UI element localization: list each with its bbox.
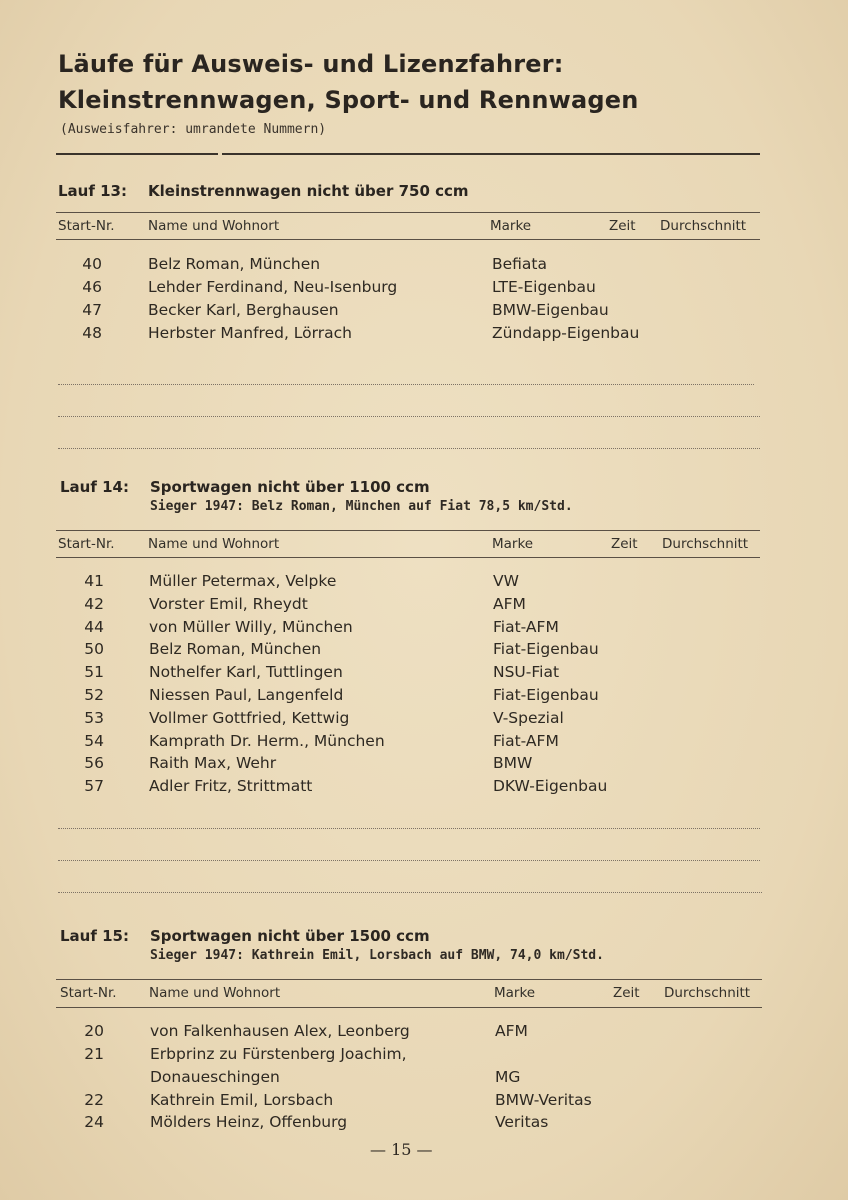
entry-start: 46 [82,278,102,296]
entry-brand: V-Spezial [493,709,564,727]
entry-row [0,278,848,301]
entry-brand: BMW-Eigenbau [492,301,609,319]
col-brand: Marke [490,218,532,234]
col-start: Start-Nr. [58,218,115,234]
entry-start: 42 [84,595,104,613]
entry-row [0,572,848,595]
blank-entry-line [58,384,754,385]
col-name: Name und Wohnort [149,985,281,1001]
page-number: — 15 — [370,1140,433,1159]
entry-brand: BMW-Veritas [495,1091,592,1109]
entry-brand: Zündapp-Eigenbau [492,324,640,342]
blank-entry-line [58,860,760,861]
entry-brand: Fiat-Eigenbau [493,640,599,658]
blank-entry-line [58,448,760,449]
header-bottom-rule [56,1007,762,1008]
entry-name: Becker Karl, Berghausen [148,301,339,319]
entry-brand: Fiat-Eigenbau [493,686,599,704]
entry-name: Vorster Emil, Rheydt [149,595,308,613]
entry-brand: NSU-Fiat [493,663,560,681]
entry-start: 48 [82,324,102,342]
entry-start: 41 [84,572,104,590]
entry-name: von Falkenhausen Alex, Leonberg [150,1022,410,1040]
title-rule-right [222,153,760,155]
entry-brand: DKW-Eigenbau [493,777,608,795]
col-name: Name und Wohnort [148,536,280,552]
col-average: Durchschnitt [664,985,751,1001]
entry-name: Adler Fritz, Strittmatt [149,777,313,795]
previous-winner: Sieger 1947: Kathrein Emil, Lorsbach auf BMW, 74,0 km/Std. [150,948,604,963]
entry-start: 52 [84,686,104,704]
entry-row [0,255,848,278]
entry-row [0,1045,848,1068]
entry-start: 24 [84,1113,104,1131]
blank-entry-line [58,416,760,417]
entry-row [0,640,848,663]
entry-name: Raith Max, Wehr [149,754,277,772]
entry-row [0,1022,848,1045]
entry-row [0,686,848,709]
entry-start: 47 [82,301,102,319]
entry-brand: Veritas [495,1113,549,1131]
col-name: Name und Wohnort [148,218,280,234]
entry-start: 22 [84,1091,104,1109]
entry-name: Erbprinz zu Fürstenberg Joachim, [150,1045,407,1063]
race-title: Sportwagen nicht über 1100 ccm [150,478,430,496]
race-number: Lauf 14: [60,478,129,496]
header-bottom-rule [56,239,760,240]
col-time: Zeit [609,218,636,234]
entry-row [0,618,848,641]
entry-row [0,777,848,800]
entry-name: Belz Roman, München [149,640,322,658]
entry-start: 51 [84,663,104,681]
entry-row [0,595,848,618]
col-average: Durchschnitt [662,536,749,552]
entry-start: 40 [82,255,102,273]
col-start: Start-Nr. [60,985,117,1001]
blank-entry-line [58,828,760,829]
entry-row [0,1091,848,1114]
entry-row [0,663,848,686]
entry-brand: Fiat-AFM [493,618,559,636]
entry-name: Donaueschingen [150,1068,280,1086]
entry-name: Niessen Paul, Langenfeld [149,686,344,704]
entry-brand: AFM [493,595,526,613]
race-number: Lauf 13: [58,182,127,200]
entry-name: Lehder Ferdinand, Neu-Isenburg [148,278,398,296]
entry-start: 44 [84,618,104,636]
entry-row [0,732,848,755]
entry-start: 56 [84,754,104,772]
col-time: Zeit [613,985,640,1001]
entry-brand: LTE-Eigenbau [492,278,596,296]
header-top-rule [56,979,762,980]
entry-brand: AFM [495,1022,528,1040]
entry-name: Müller Petermax, Velpke [149,572,337,590]
entry-name: Vollmer Gottfried, Kettwig [149,709,350,727]
col-average: Durchschnitt [660,218,747,234]
entry-brand: BMW [493,754,533,772]
col-time: Zeit [611,536,638,552]
entry-row [0,754,848,777]
entry-start: 21 [84,1045,104,1063]
entry-start: 50 [84,640,104,658]
entry-name: Kathrein Emil, Lorsbach [150,1091,334,1109]
entry-row [0,324,848,347]
entry-name: Kamprath Dr. Herm., München [149,732,385,750]
header-top-rule [56,530,760,531]
entry-start: 54 [84,732,104,750]
entry-row [0,301,848,324]
entry-brand: VW [493,572,519,590]
header-bottom-rule [56,557,760,558]
entry-name: Nothelfer Karl, Tuttlingen [149,663,343,681]
entry-brand: Befiata [492,255,548,273]
blank-entry-line [58,892,762,893]
col-brand: Marke [494,985,536,1001]
entry-name: Herbster Manfred, Lörrach [148,324,352,342]
race-number: Lauf 15: [60,927,129,945]
previous-winner: Sieger 1947: Belz Roman, München auf Fiat 78,5 km/Std. [150,499,573,514]
page-note: (Ausweisfahrer: umrandete Nummern) [60,122,327,137]
col-start: Start-Nr. [58,536,115,552]
entry-start: 53 [84,709,104,727]
entry-brand: MG [495,1068,521,1086]
entry-row [0,1113,848,1136]
entry-brand: Fiat-AFM [493,732,559,750]
entry-row [0,1068,848,1091]
entry-row [0,709,848,732]
entry-name: von Müller Willy, München [149,618,353,636]
race-title: Sportwagen nicht über 1500 ccm [150,927,430,945]
entry-start: 57 [84,777,104,795]
col-brand: Marke [492,536,534,552]
header-top-rule [56,212,760,213]
page-title-line2: Kleinstrennwagen, Sport- und Rennwagen [58,86,639,114]
page-title-line1: Läufe für Ausweis- und Lizenzfahrer: [58,50,564,78]
race-title: Kleinstrennwagen nicht über 750 ccm [148,182,469,200]
title-rule-left [56,153,218,155]
entry-start: 20 [84,1022,104,1040]
entry-name: Belz Roman, München [148,255,321,273]
entry-name: Mölders Heinz, Offenburg [150,1113,348,1131]
